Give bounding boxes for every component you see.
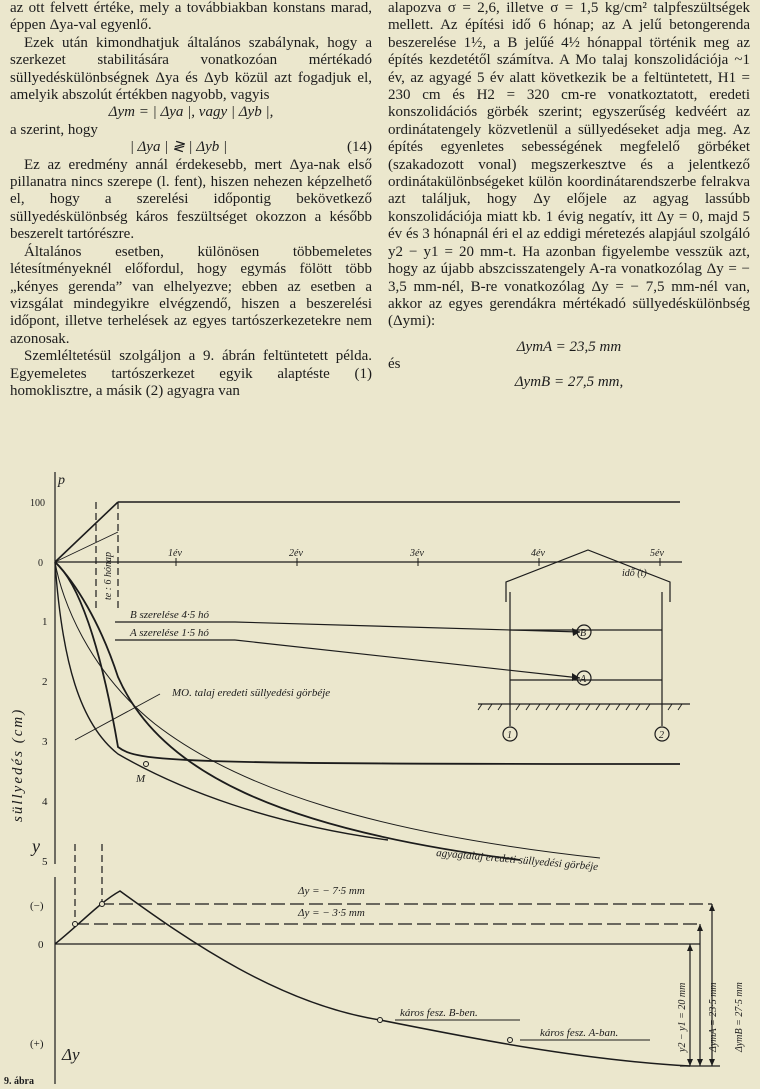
equation-dymb: ΔymB = 27,5 mm, <box>514 373 624 390</box>
time-tick-label: 5év <box>650 548 664 559</box>
p-tick-0: 0 <box>38 558 43 569</box>
ground-hatching <box>478 704 682 710</box>
beam-a-label: A <box>580 674 587 685</box>
dy-b-label: Δy = − 7·5 mm <box>298 885 365 897</box>
harm-a-marker <box>508 1038 513 1043</box>
time-tick-label: 3év <box>410 548 424 559</box>
clay-curve-label: agyagtalaj eredeti süllyedési görbéje <box>435 847 599 874</box>
time-axis-label: idő (t) <box>622 568 647 579</box>
equation-14 <box>10 139 372 156</box>
settlement-tick: 5 <box>42 856 48 868</box>
time-tick-label: 2év <box>289 548 303 559</box>
clay-construction-curve <box>55 562 520 860</box>
dy-b-marker <box>100 902 105 907</box>
a-mounting-label: A szerelése 1·5 hó <box>130 627 209 639</box>
dy-a-label: Δy = − 3·5 mm <box>298 907 365 919</box>
paragraph: Szemléltetésül szolgáljon a 9. ábrán feltüntetett példa. Egyemeletes tartószerkezet egyik alaptéste (1) homoklisztre, a másik (2) agyagra van <box>10 348 372 399</box>
equation-body: | Δya | ≷ | Δyb | <box>129 139 228 156</box>
paragraph: Általános esetben, különösen többemeletes létesítményeknél előfordul, hogy egymás fölött több „kényes gerenda” van elhelyezve; ebben az esetben a vizsgálat mindegyikre elvégzendő, hiszen a beszerelési időpont, illetve terhelések az egyes tartószerkezetekre nem azonosak. <box>10 243 372 347</box>
footing-1-label: 1 <box>507 730 512 741</box>
y-axis-symbol: y <box>32 836 40 856</box>
paragraph: alapozva σ = 2,6, illetve σ = 1,5 kg/cm² talpfeszültségek mellett. Az építési idő 6 hónap; az A jelű betongerenda beszerelése 1½, a B jelűé 4½ hónappal történik meg az építés kezdetétől számítva. A Mo talaj konszolidációja ~1 év, az agyagé 5 év alatt következik be a feltüntetett, H1 = 230 cm és H2 = 320 cm-re vonatkoztatott, eredeti konszolidációs görbék szerint; egyszerűség kedvéért az ordinátatengely közvetlenül a süllyedéseket adja meg. Az építés egyenletes sebességének megfelelő görbéket (szakadozott vonal) megszerkesztve és a jelentkező ordinátakülönbségeket külön koordinátarendszerbe felrakva azt találjuk, hogy Δy előjele az agyag lassúbb konszolidációja miatt kb. 1 évig negatív, itt Δy = 0, majd 5 év és 3 hónapnál éri el az eddigi méretezés alapjául szolgáló y2 − y1 = 20 mm-t. Ha azonban figyelembe vesszük azt, hogy az újabb abszcisszatengely A-ra vonatkozólag Δy = − 3,5 mm-nél, B-re vonatkozólag Δy = − 7,5 mm-nél van, akkor az egyes gerendákra mértékadó süllyedéskülönbség (Δymi): <box>388 0 750 330</box>
dy-negative-label: (−) <box>30 900 44 912</box>
paragraph: Ezek után kimondhatjuk általános szabálynak, hogy a szerkezet stabilitására vonatkozóan mértékadó süllyedéskülönbségnek Δya és Δyb közül azt fogadjuk el, amelyik abszolút értékben nagyobb, vagyis <box>10 34 372 104</box>
settlement-tick: 4 <box>42 796 48 808</box>
p-tick-100: 100 <box>30 498 45 509</box>
dy-a-marker <box>73 922 78 927</box>
footing-2-label: 2 <box>659 730 664 741</box>
equation-number: (14) <box>347 139 372 156</box>
conjunction: és <box>388 356 401 373</box>
figure-caption: 9. ábra <box>4 1076 34 1087</box>
p-axis-label: p <box>58 473 65 488</box>
figure-svg <box>0 472 760 1089</box>
paragraph: az ott felvett értéke, mely a továbbiakban konstans marad, éppen Δya-val egyenlő. <box>10 0 372 34</box>
paragraph: Ez az eredmény annál érdekesebb, mert Δya-nak első pillanatra nincs szerepe (l. fent), hiszen nehezen képzelhető el, hogy a szerelési időpontig bekövetkező süllyedéskülönbség káros feszültséget okozzon a később beszerelt tartórészre. <box>10 156 372 243</box>
right-text-column <box>388 0 750 391</box>
mo-original-curve <box>55 562 388 840</box>
time-tick-label: 4év <box>531 548 545 559</box>
settlement-tick: 2 <box>42 676 48 688</box>
left-text-column <box>10 0 372 400</box>
point-m-marker <box>144 762 149 767</box>
mo-construction-curve <box>55 562 680 764</box>
dy-axis-symbol: Δy <box>62 1045 80 1064</box>
point-m-label: M <box>136 773 146 785</box>
settlement-axis-label: süllyedés (cm) <box>10 707 26 822</box>
harm-b-label: káros fesz. B-ben. <box>400 1007 478 1019</box>
dim-y2y1-label: y2 − y1 = 20 mm <box>677 982 688 1052</box>
settlement-tick: 3 <box>42 736 48 748</box>
b-mounting-label: B szerelése 4·5 hó <box>130 609 210 621</box>
dim-dymb-label: ΔymB = 27·5 mm <box>734 982 745 1052</box>
harm-a-label: káros fesz. A-ban. <box>540 1027 619 1039</box>
settlement-tick: 1 <box>42 616 48 628</box>
figure-9 <box>0 472 760 1089</box>
paragraph: a szerint, hogy <box>10 121 98 138</box>
dim-dyma-label: ΔymA = 23·5 mm <box>708 982 719 1052</box>
dimension-arrowheads <box>572 628 715 1066</box>
equation: Δym = | Δya |, vagy | Δyb |, <box>108 104 274 121</box>
harm-b-marker <box>378 1018 383 1023</box>
time-tick-label: 1év <box>168 548 182 559</box>
a-mounting-arrow <box>235 640 580 678</box>
mo-curve-label: MO. talaj eredeti süllyedési görbéje <box>172 687 331 699</box>
equation-dyma: ΔymA = 23,5 mm <box>516 338 622 355</box>
dy-positive-label: (+) <box>30 1038 44 1050</box>
construction-time-label: te : 6 hónap <box>103 551 114 600</box>
dy-zero-label: 0 <box>38 939 44 951</box>
beam-b-label: B <box>580 628 587 639</box>
